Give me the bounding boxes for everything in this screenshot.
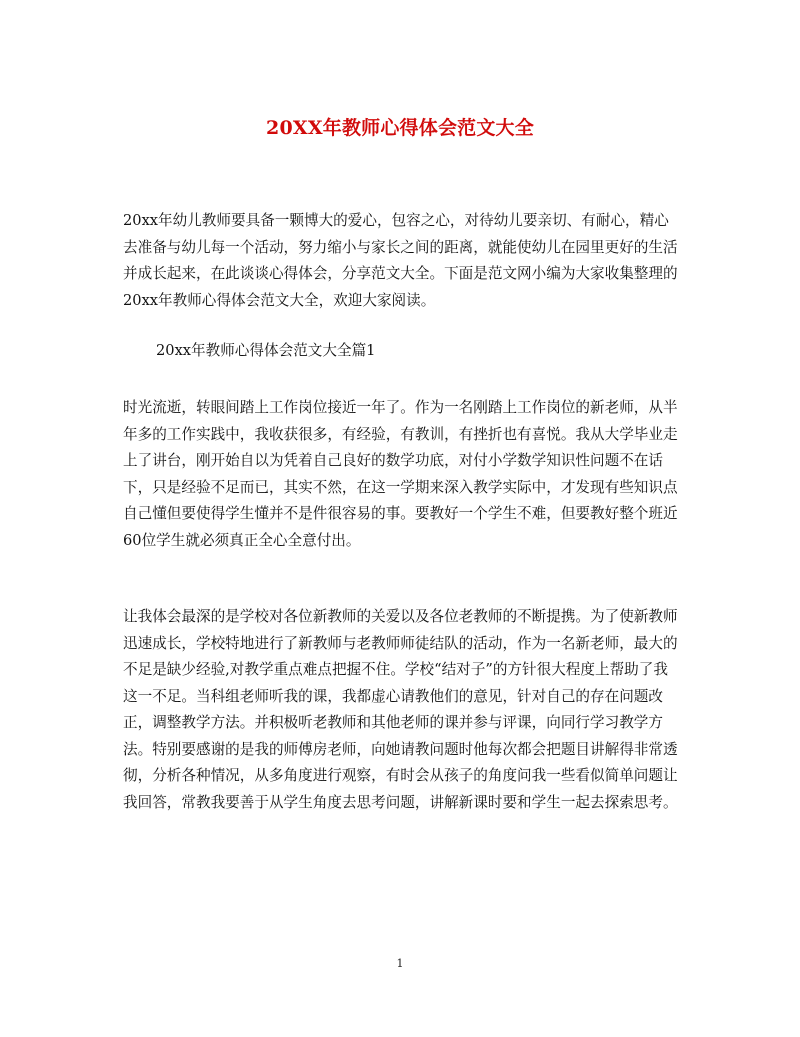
section-heading: 20xx年教师心得体会范文大全篇1 bbox=[156, 342, 376, 359]
body-paragraph-1: 时光流逝，转眼间踏上工作岗位接近一年了。作为一名刚踏上工作岗位的新老师，从半年多的工作实践中，我收获很多，有经验，有教训，有挫折也有喜悦。我从大学毕业走上了讲台，刚开始自以为凭着自己良好的数学功底，对付小学数学知识性问题不在话下，只是经验不足而已，其实不然，在这一学期来深入教学实际中，才发现有些知识点自己懂但要使得学生懂并不是件很容易的事。要教好一个学生不难，但要教好整个班近60位学生就必须真正全心全意付出。 bbox=[123, 399, 678, 549]
body-paragraph-2: 让我体会最深的是学校对各位新教师的关爱以及各位老教师的不断提携。为了使新教师迅速成长，学校特地进行了新教师与老教师师徒结队的活动，作为一名新老师，最大的不足是缺少经验,对教学重点难点把握不住。学校“结对子”的方针很大程度上帮助了我这一不足。当科组老师听我的课，我都虚心请教他们的意见，针对自己的存在问题改正，调整教学方法。并积极听老教师和其他老师的课并参与评课，向同行学习教学方法。特别要感谢的是我的师傅房老师，向她请教问题时他每次都会把题目讲解得非常透彻，分析各种情况，从多角度进行观察，有时会从孩子的角度问我一些看似简单问题让我回答，常教我要善于从学生角度去思考问题，讲解新课时要和学生一起去探索思考。 bbox=[123, 608, 678, 811]
document-title: 20XX年教师心得体会范文大全 bbox=[266, 117, 534, 139]
intro-paragraph-block bbox=[123, 208, 679, 314]
page-number: 1 bbox=[396, 957, 404, 970]
body-paragraph-block-1 bbox=[123, 395, 679, 554]
body-paragraph-block-2 bbox=[123, 604, 679, 816]
intro-paragraph: 20xx年幼儿教师要具备一颗博大的爱心，包容之心，对待幼儿要亲切、有耐心，精心去准备与幼儿每一个活动，努力缩小与家长之间的距离，就能使幼儿在园里更好的生活并成长起来，在此谈谈心得体会，分享范文大全。下面是范文网小编为大家收集整理的20xx年教师心得体会范文大全，欢迎大家阅读。 bbox=[123, 212, 678, 309]
